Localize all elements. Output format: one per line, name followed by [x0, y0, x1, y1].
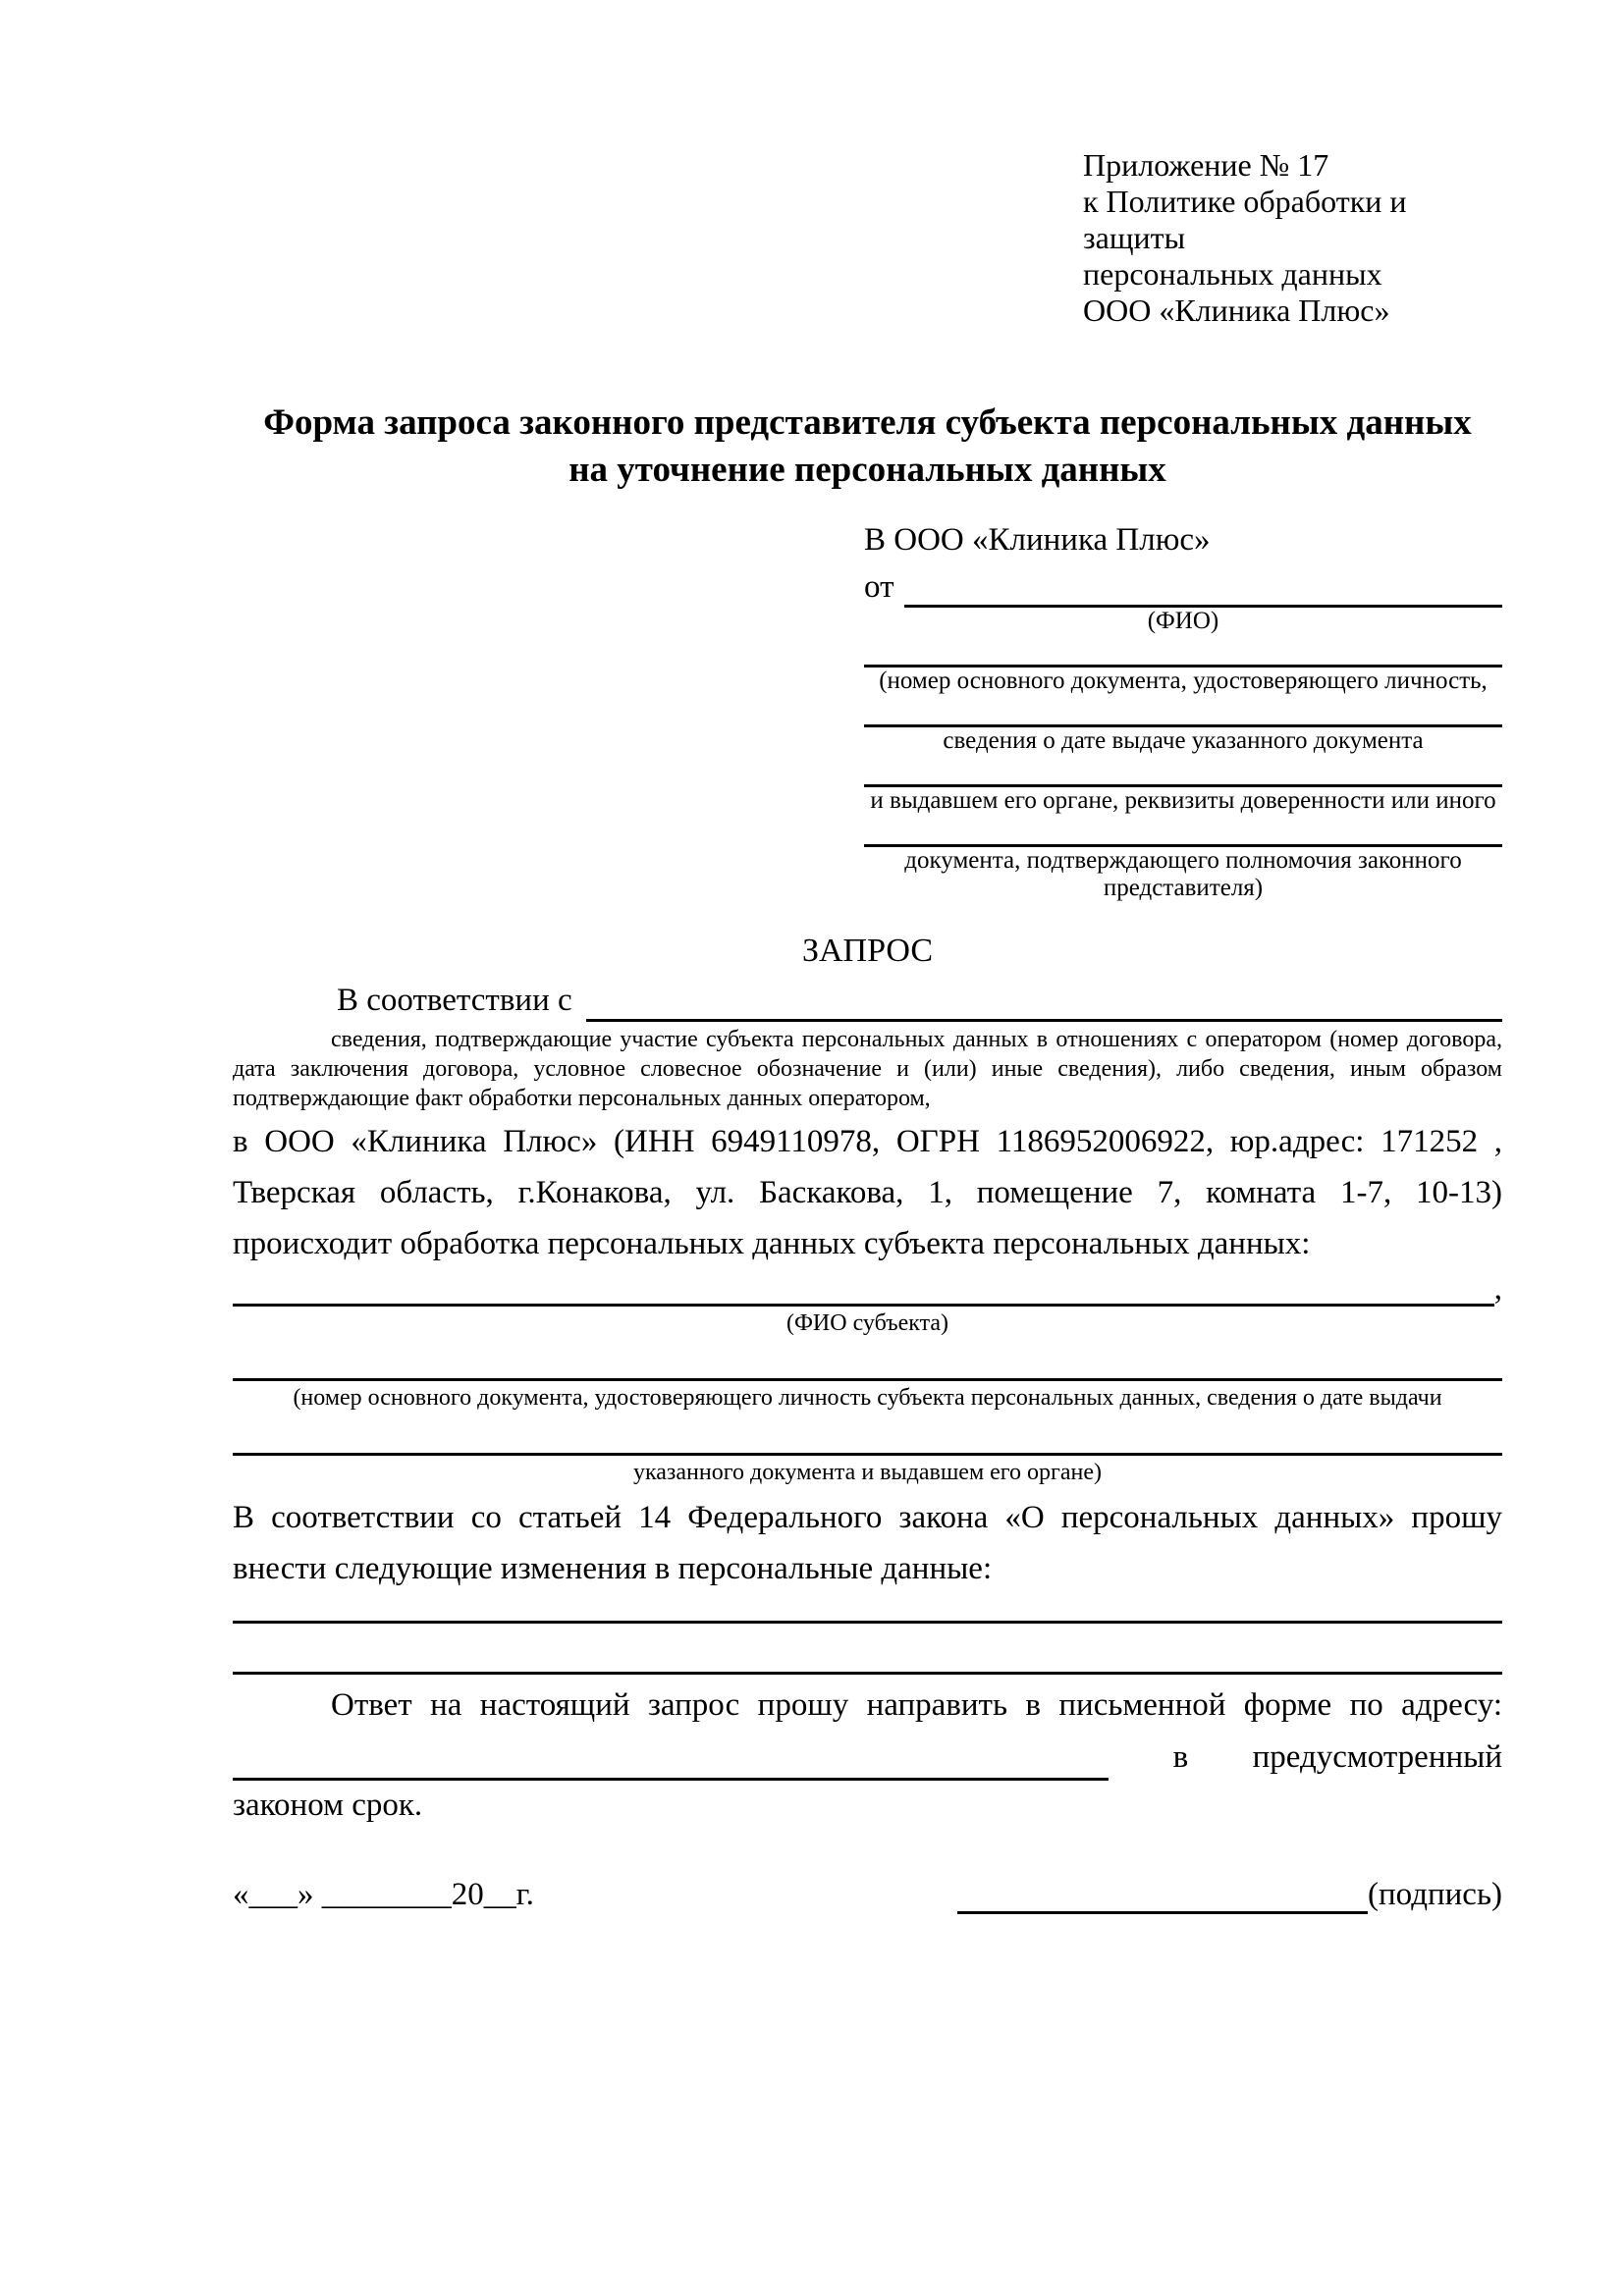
subject-fio-caption: (ФИО субъекта)	[785, 1310, 949, 1336]
reply-word: предусмотренный	[1252, 1739, 1502, 1775]
subject-doc-fill-line	[233, 1346, 1502, 1381]
document-title-line: Форма запроса законного представителя субъекта персональных данных	[263, 402, 1472, 443]
reply-address-fill-line	[233, 1745, 1109, 1781]
representative-doc-fill-line	[864, 644, 1502, 667]
subject-fio-comma: ,	[1493, 1271, 1502, 1307]
date-signature-row	[233, 1875, 1502, 1914]
appendix-note-line: ООО «Клиника Плюс»	[1083, 293, 1390, 328]
representative-doc-fill-line	[864, 704, 1502, 727]
changes-fill-line	[233, 1624, 1502, 1675]
reply-paragraph-line: Ответ на настоящий запрос прошу направить в письменной форме по адресу:	[331, 1687, 1502, 1723]
signature-caption: (подпись)	[1368, 1877, 1502, 1912]
operator-paragraph: в ООО «Клиника Плюс» (ИНН 6949110978, ОГРН 1186952006922, юр.адрес: 171252 , Тверская область, г.Конакова, ул. Баскакова, 1, помещение 7, комната 1-7, 10-13) происходит обработка персональных данных субъекта персональных данных:	[233, 1124, 1502, 1261]
intro-row	[233, 979, 1502, 1022]
subject-doc-fill-line	[233, 1420, 1502, 1456]
representative-doc-caption: документа, подтверждающего полномочия законного представителя)	[904, 847, 1462, 901]
addressee-from-label: от	[864, 569, 894, 605]
subject-fio-fill-line	[233, 1277, 1494, 1307]
representative-doc-fill-line	[864, 764, 1502, 787]
subject-fio-row	[233, 1271, 1502, 1307]
addressee-from-row	[864, 566, 1502, 608]
signature-block	[957, 1875, 1502, 1914]
basis-fill-line	[586, 979, 1502, 1022]
representative-doc-fill-line	[864, 824, 1502, 847]
appendix-note-line: Приложение № 17	[1083, 147, 1329, 183]
document-title-line: на уточнение персональных данных	[568, 450, 1166, 490]
addressee-to: В ООО «Клиника Плюс»	[864, 522, 1211, 558]
reply-word: в	[1172, 1739, 1189, 1775]
intro-prefix: В соответствии с	[337, 983, 572, 1018]
reply-address-row	[233, 1734, 1502, 1781]
law-paragraph: В соответствии со статьей 14 Федерального закона «О персональных данных» прошу внести следующие изменения в персональные данные:	[233, 1500, 1502, 1586]
addressee-block	[864, 519, 1502, 902]
subject-doc-caption: (номер основного документа, удостоверяющего личность субъекта персональных данных, сведения о дате выдачи	[293, 1385, 1442, 1411]
request-heading: ЗАПРОС	[801, 933, 934, 969]
changes-fill-line	[233, 1594, 1502, 1624]
signature-fill-line	[957, 1881, 1368, 1914]
date-field: «___» ________20__г.	[233, 1877, 534, 1912]
appendix-note-line: персональных данных	[1083, 256, 1382, 292]
appendix-note	[1083, 0, 1502, 329]
representative-doc-caption: (номер основного документа, удостоверяющего личность,	[879, 667, 1488, 694]
appendix-note-line: к Политике обработки и защиты	[1083, 184, 1407, 255]
fio-fill-line	[904, 566, 1503, 608]
fio-caption: (ФИО)	[1147, 608, 1219, 634]
reply-paragraph-line: законом срок.	[233, 1788, 423, 1823]
representative-doc-caption: и выдавшем его органе, реквизиты доверенности или иного	[870, 787, 1496, 814]
representative-doc-caption: сведения о дате выдаче указанного документа	[943, 727, 1424, 754]
subject-doc-caption: указанного документа и выдавшем его органе)	[632, 1460, 1103, 1485]
document-title	[233, 400, 1502, 494]
basis-footnote: сведения, подтверждающие участие субъекта персональных данных в отношениях с оператором (номер договора, дата заключения договора, условное словесное обозначение и (или) иные сведения), либо сведения, иным образом подтверждающие факт обработки персональных данных оператором,	[233, 1027, 1502, 1111]
